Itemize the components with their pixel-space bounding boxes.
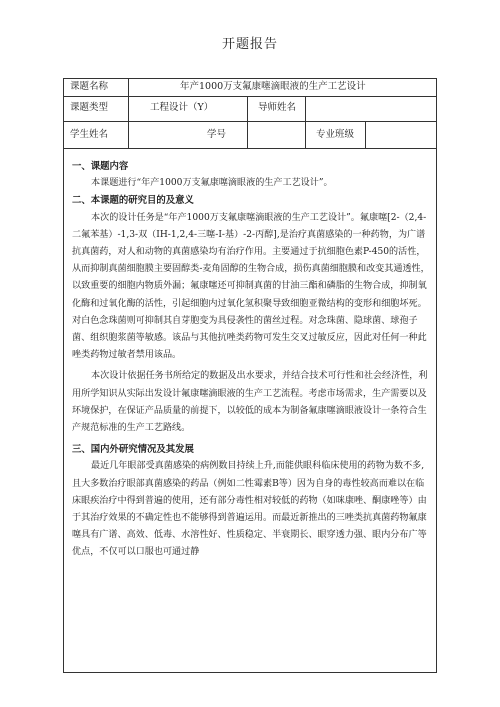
document-title: 开题报告 <box>221 37 278 52</box>
advisor-label: 导师姓名 <box>258 102 297 113</box>
section-paragraph: 本次的设计任务是“年产1000万支氟康噻滴眼液的生产工艺设计”。氟康噻[2-（2,4-二氟苯基）-1,3-双（IH-1,2,4-三噻-I-基）-2-丙醇],是治疗真菌感染的一种药物，为广谱抗真菌药，对人和动物的真菌感染均有治疗作用。主要通过于抗细胞色素P-450的活性，从而抑制真菌细胞膜主要固醇类-麦角固醇的生物合成，损伤真菌细胞膜和改变其通透性，以致重要的细胞内物质外漏；氟康噻还可抑制真菌的甘油三酯和磷脂的生物合成，抑制氧化酶和过氧化酶的活性，引起细胞内过氧化氢积聚导致细胞亚微结构的变形和细胞坏死。对白色念珠菌则可抑制其自芽胞变为具侵袭性的菌丝过程。对念珠菌、隐球菌、球孢子菌、组织胞浆菌等敏感。该品与其他抗唑类药物可发生交叉过敏反应，因此对任何一种此唑类药物过敏者禁用该品。 <box>72 212 430 361</box>
type-label: 课题类型 <box>70 102 109 113</box>
col-divider <box>305 96 306 148</box>
type-value: 工程设计（Y） <box>150 102 214 113</box>
report-content <box>72 158 430 562</box>
section-paragraph: 最近几年眼部受真菌感染的病例数目持续上升,而能供眼科临床使用的药物为数不多,且大多数治疗眼部真菌感染的药品（例如二性霉素B等）因为自身的毒性较高而难以在临床眼疾治疗中得到普遍的使用，还有部分毒性相对较低的药物（如咪康唑、酮康唑等）由于其治疗效果的不确定性也不能够得到普遍运用。而最近新推出的三唑类抗真菌药物氟康噻具有广谱、高效、低毒、水溶性好、性质稳定、半衰期长、眼穿透力强、眼内分布广等优点，不仅可以口服也可通过静 <box>72 461 427 558</box>
row-divider <box>64 148 436 149</box>
student-label: 学生姓名 <box>70 129 109 140</box>
section-heading: 三、国内外研究情况及其发展 <box>72 444 194 456</box>
col-divider <box>247 96 248 148</box>
col-divider <box>365 121 366 148</box>
section-heading: 二、本课题的研究目的及意义 <box>72 195 194 207</box>
row-divider <box>64 121 436 122</box>
topic-value: 年产1000万支氟康噻滴眼液的生产工艺设计 <box>180 81 366 92</box>
proposal-form-table <box>63 78 437 673</box>
student-id-label: 学号 <box>207 129 227 140</box>
topic-label: 课题名称 <box>70 81 109 92</box>
col-divider <box>128 79 129 148</box>
section-paragraph: 本课题进行“年产1000万支氟康噻滴眼液的生产工艺设计”。 <box>91 178 333 189</box>
class-label: 专业班级 <box>316 129 355 140</box>
section-heading: 一、课题内容 <box>72 161 129 172</box>
row-divider <box>64 96 436 97</box>
section-paragraph: 本次设计依据任务书所给定的数据及出水要求，并结合技术可行性和社会经济性，利用所学知识从实际出发设计氟康噻滴眼液的生产工艺流程。考虑市场需求，生产需要以及环境保护，在保证产品质量的前提下，以较低的成本为制备氟康噻滴眼液设计一条符合生产规范标准的生产工艺路线。 <box>72 371 428 434</box>
